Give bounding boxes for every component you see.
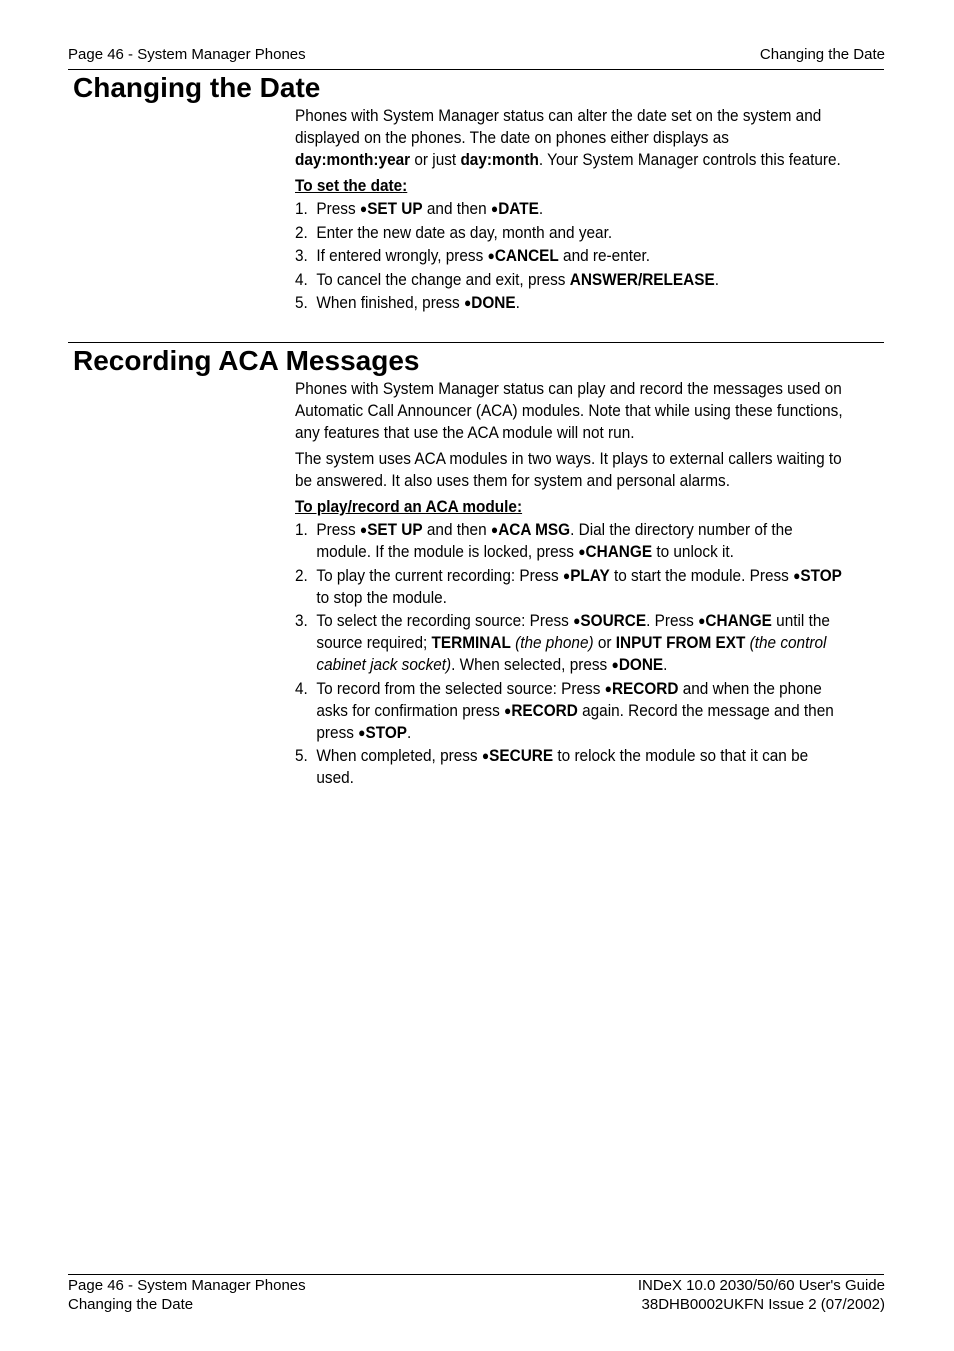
footer-rule — [68, 1274, 884, 1275]
button-dot-icon: ● — [490, 201, 499, 216]
footer-left — [68, 1276, 306, 1314]
button-dot-icon: ● — [604, 680, 612, 696]
paragraph: The system uses ACA modules in two ways. It plays to external callers waiting to be answered. It also uses them for system and personal alarms. — [295, 450, 842, 490]
list-item: 5. When finished, press ●DONE. — [295, 294, 520, 312]
button-dot-icon: ● — [504, 702, 512, 718]
paragraph: Phones with System Manager status can play and record the messages used on Automatic Call Announcer (ACA) modules. Note that while using these functions, any features that use the ACA module will not run. — [295, 380, 843, 442]
button-dot-icon: ● — [481, 748, 490, 763]
header-rule — [68, 69, 884, 70]
list-item: 3. To select the recording source: Press ●SOURCE. Press ●CHANGE until the source required; TERMINAL (the phone) or INPUT FROM EXT (the control cabinet jack socket). When selected, press ●DONE. — [295, 612, 830, 674]
running-header-left: Page 46 - System Manager Phones — [68, 46, 306, 63]
list-item: 4. To cancel the change and exit, press ANSWER/RELEASE. — [295, 270, 719, 289]
procedure-heading: To play/record an ACA module: — [295, 498, 523, 516]
footer-issue: 38DHB0002UKFN Issue 2 (07/2002) — [641, 1296, 885, 1313]
list-item: 3. If entered wrongly, press ●CANCEL and re-enter. — [295, 247, 651, 265]
button-dot-icon: ● — [358, 724, 366, 740]
section-divider — [68, 342, 884, 343]
section-body-changing-date — [295, 105, 847, 316]
footer-right — [638, 1276, 885, 1314]
list-item: 2. To play the current recording: Press ●PLAY to start the module. Press ●STOP to stop the module. — [295, 566, 842, 607]
list-item: 1. Press ●SET UP and then ●ACA MSG. Dial the directory number of the module. If the module is locked, press ●CHANGE to unlock it. — [295, 521, 793, 561]
section-title-recording-aca: Recording ACA Messages — [73, 345, 420, 376]
button-dot-icon: ● — [490, 522, 499, 537]
button-dot-icon: ● — [573, 613, 581, 628]
section-body-recording-aca — [295, 378, 847, 791]
running-header-right: Changing the Date — [759, 46, 885, 63]
button-dot-icon: ● — [793, 567, 801, 583]
list-item: 2. Enter the new date as day, month and year. — [295, 223, 613, 242]
button-dot-icon: ● — [359, 201, 368, 216]
footer-guide-title: INDeX 10.0 2030/50/60 User's Guide — [637, 1277, 885, 1294]
aca-steps — [295, 519, 847, 789]
set-date-steps — [295, 198, 847, 314]
button-dot-icon: ● — [359, 522, 368, 537]
intro-paragraph: Phones with System Manager status can alter the date set on the system and displayed on the phones. The date on phones either displays as day:month:year or just day:month. Your System Manager controls this feature. — [295, 107, 841, 169]
list-item: 5. When completed, press ●SECURE to relock the module so that it can be used. — [295, 747, 809, 787]
button-dot-icon: ● — [698, 613, 706, 628]
list-item: 4. To record from the selected source: Press ●RECORD and when the phone asks for confirmation press ●RECORD again. Record the message and then press ●STOP. — [295, 679, 834, 742]
button-dot-icon: ● — [487, 248, 495, 263]
procedure-heading: To set the date: — [295, 177, 408, 195]
section-title-changing-date: Changing the Date — [73, 72, 321, 103]
footer-page-label: Page 46 - System Manager Phones — [68, 1277, 306, 1294]
button-dot-icon: ● — [562, 567, 571, 583]
list-item: 1. Press ●SET UP and then ●DATE. — [295, 200, 544, 218]
footer-section-label: Changing the Date — [68, 1296, 194, 1313]
button-dot-icon: ● — [578, 544, 586, 559]
button-dot-icon: ● — [611, 657, 619, 672]
button-dot-icon: ● — [463, 295, 472, 310]
